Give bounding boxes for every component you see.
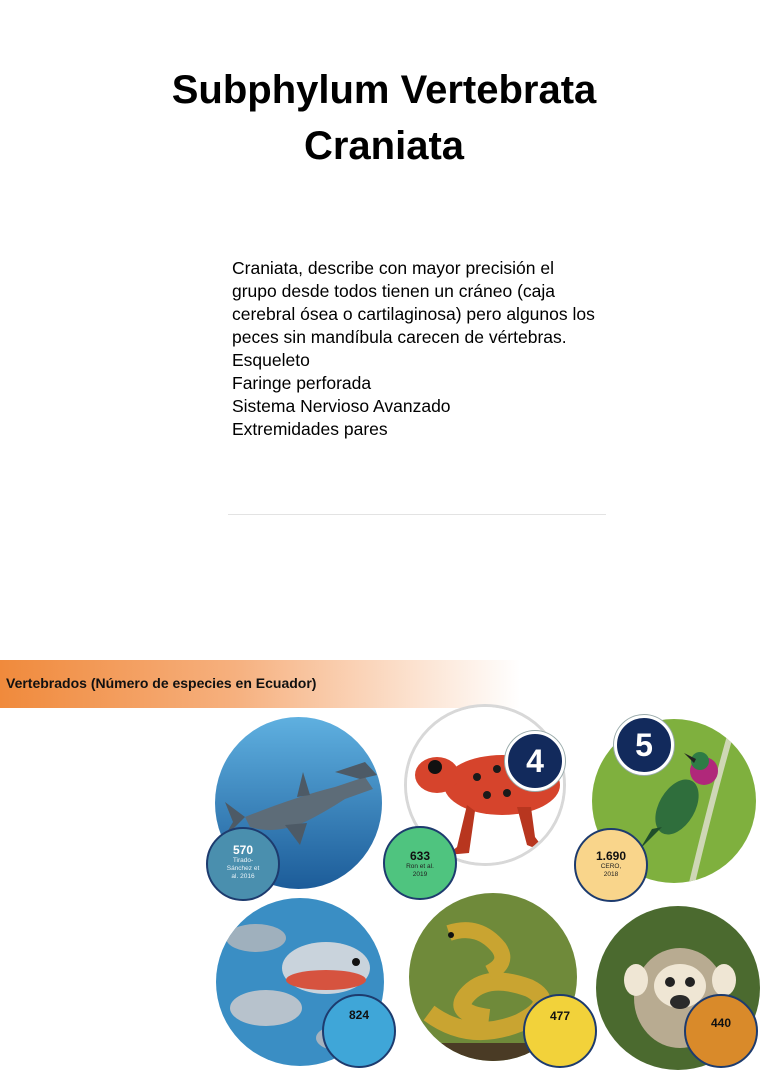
count-value: 440: [710, 1016, 732, 1030]
divider: [228, 514, 606, 515]
count-value: 633: [409, 849, 431, 863]
count-value: 824: [348, 1008, 370, 1022]
citation-line: 2018: [603, 871, 619, 878]
feature-paired-limbs: Extremidades pares: [232, 419, 388, 439]
section-banner: [0, 660, 520, 708]
species-count-badge-birds: [574, 828, 648, 902]
description-line: cerebral ósea o cartilaginosa) pero algunos los: [232, 304, 595, 324]
feature-nervous-system: Sistema Nervioso Avanzado: [232, 396, 451, 416]
species-count-badge-amphibians: [383, 826, 457, 900]
citation-line: Ron et al.: [406, 863, 434, 870]
citation-line: CERO,: [600, 863, 622, 870]
description-text: [232, 257, 612, 441]
species-count-badge-mammals: [684, 994, 758, 1068]
count-value: 570: [232, 843, 254, 857]
description-line: grupo desde todos tienen un cráneo (caja: [232, 281, 556, 301]
page-title-line-2: Craniata: [303, 124, 465, 168]
count-value: 477: [549, 1009, 571, 1023]
feature-skeleton: Esqueleto: [232, 350, 310, 370]
citation-line: 2019: [412, 871, 428, 878]
species-count-badge-fish: [206, 827, 280, 901]
page-title-line-1: Subphylum Vertebrata: [171, 68, 597, 112]
species-count-badge-reptiles: [523, 994, 597, 1068]
citation-line: Sánchez et: [226, 865, 260, 872]
description-line: Craniata, describe con mayor precisión el: [232, 258, 554, 278]
section-banner-label: Vertebrados (Número de especies en Ecuador): [6, 675, 317, 691]
description-line: peces sin mandíbula carecen de vértebras.: [232, 327, 567, 347]
citation-line: al. 2016: [231, 873, 255, 880]
group-number-marker: 4: [505, 731, 565, 791]
count-value: 1.690: [595, 849, 627, 863]
species-count-badge-fishes-2: [322, 994, 396, 1068]
feature-pharynx: Faringe perforada: [232, 373, 372, 393]
citation-line: Tirado-: [232, 857, 254, 864]
group-number-marker: 5: [614, 715, 674, 775]
